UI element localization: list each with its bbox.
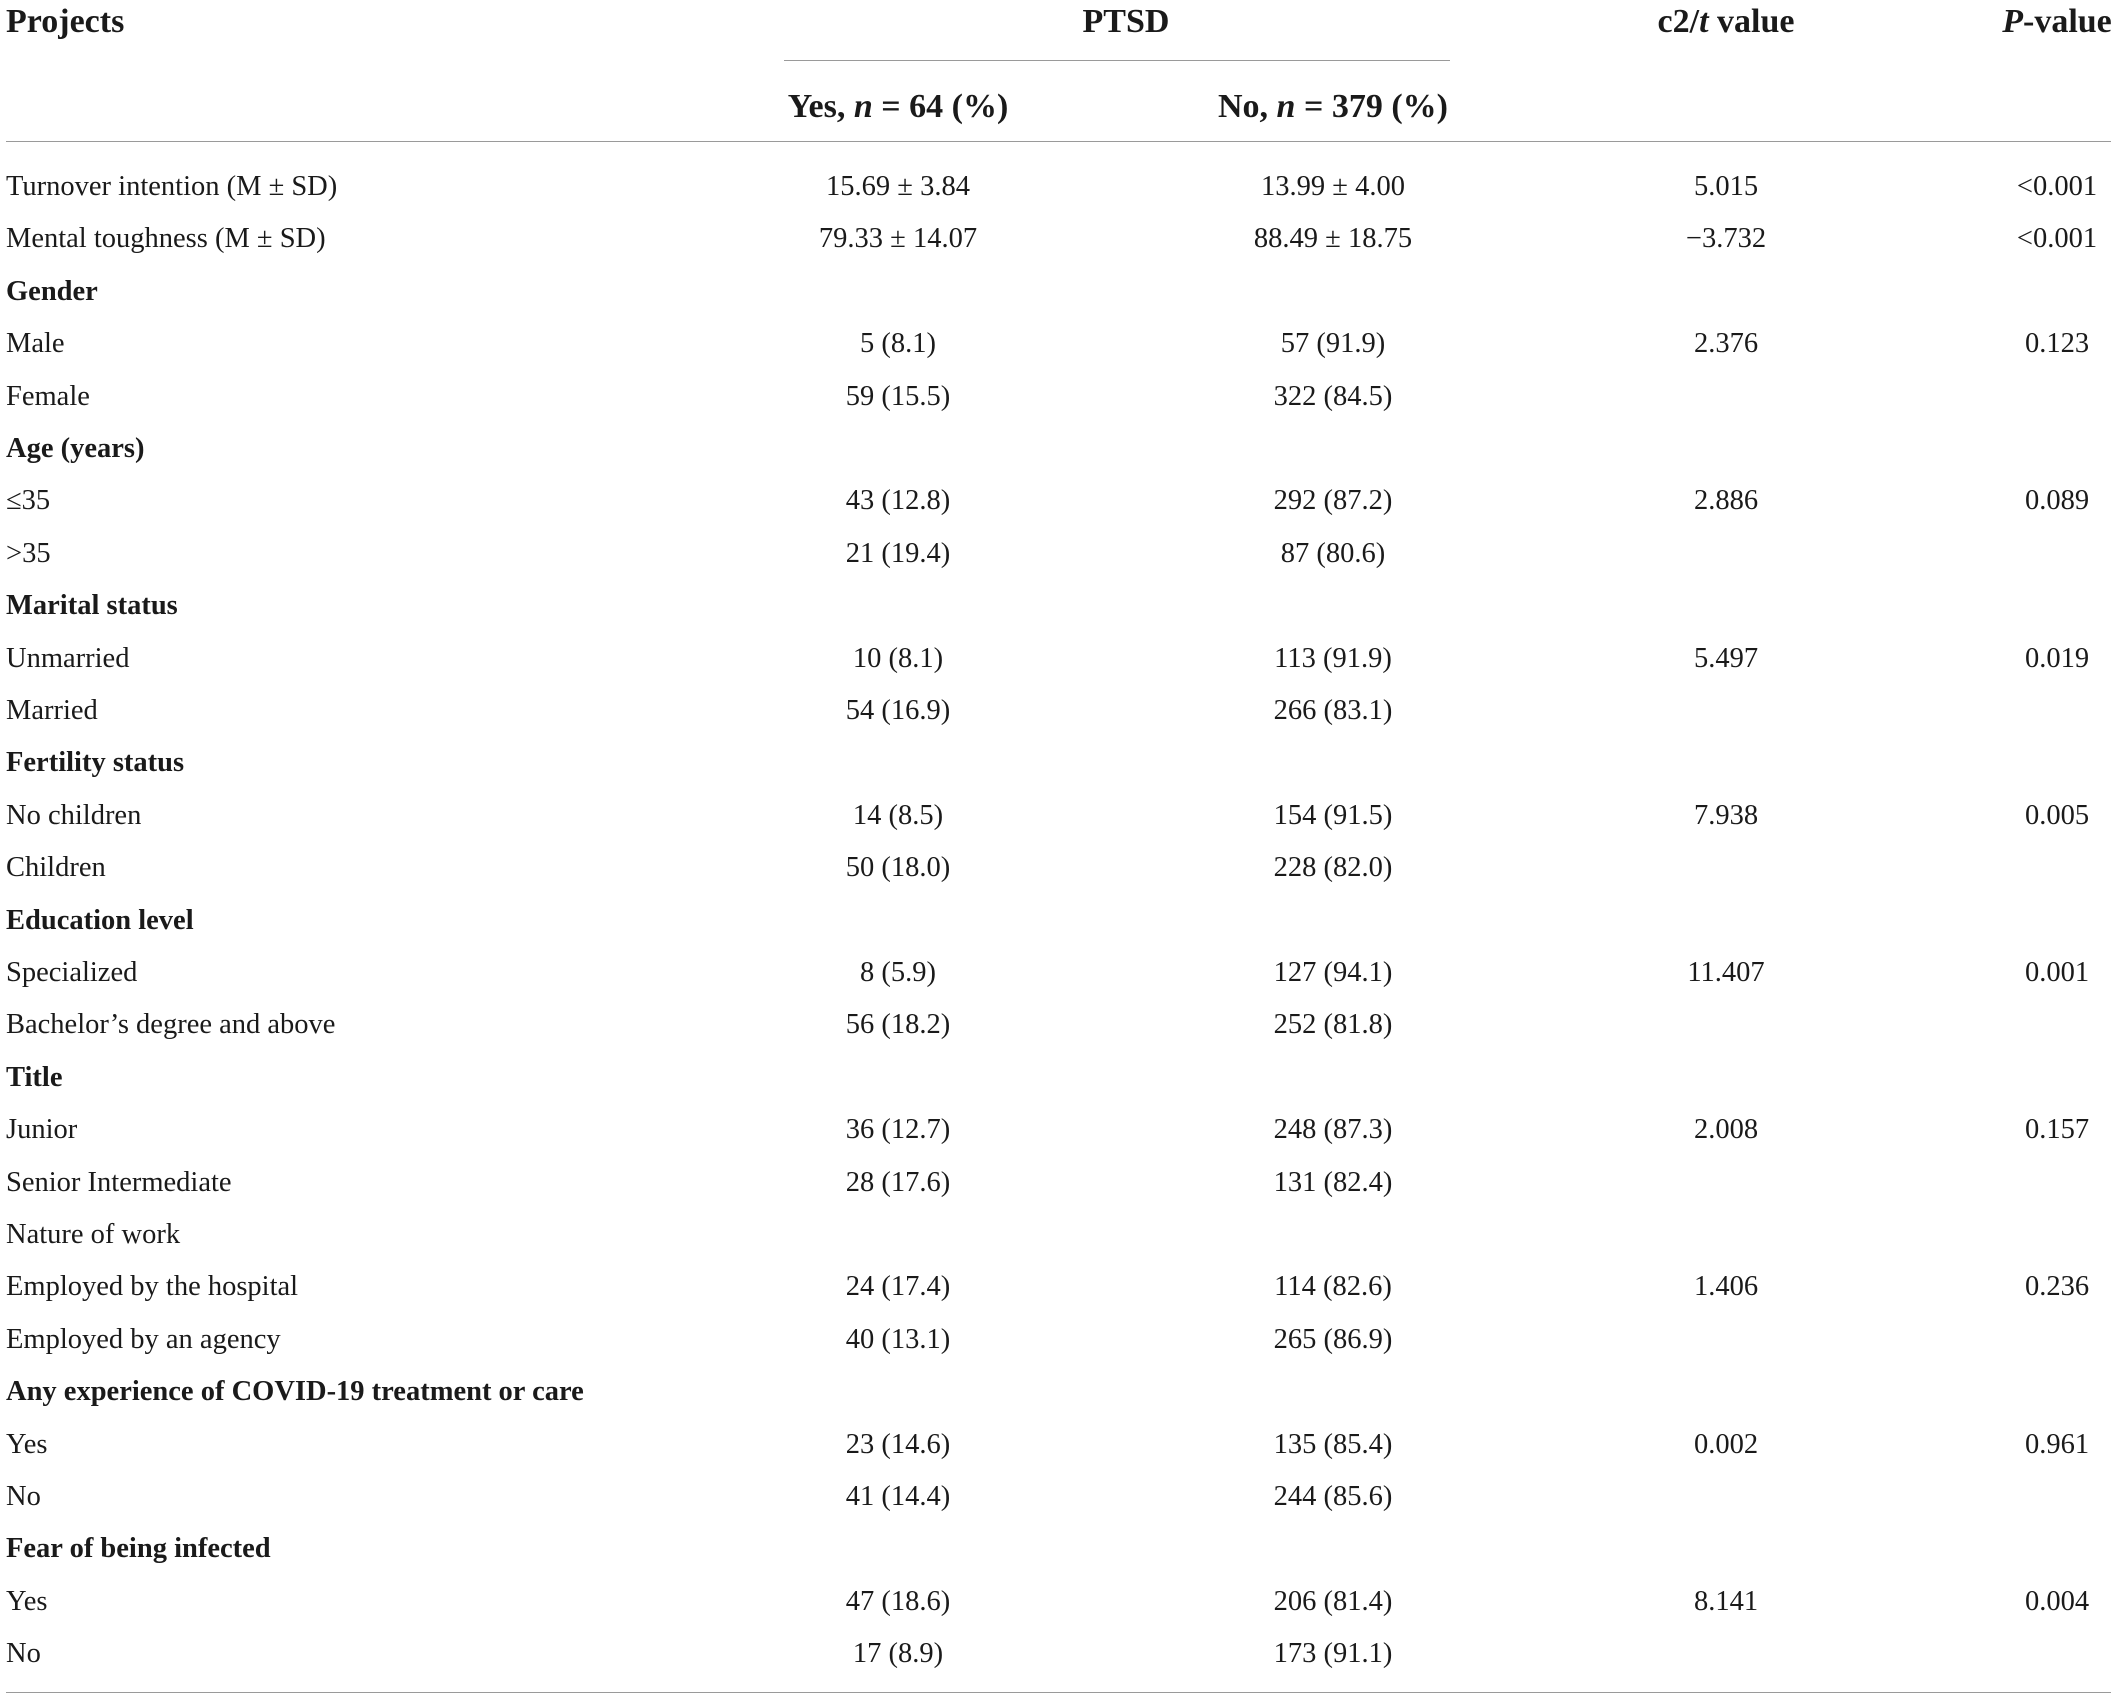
no-value: 114 (82.6) [1274,1271,1392,1303]
row-label: Female [6,380,90,412]
table-row [0,1471,2117,1523]
section-row [0,1366,2117,1418]
stat-value: 5.497 [1693,642,1759,674]
yes-value: 47 (18.6) [845,1585,951,1617]
row-label: No [6,1481,41,1512]
row-label: >35 [6,537,51,569]
yes-value: 15.69 ± 3.84 [826,171,970,202]
no-value: 131 (82.4) [1273,1166,1393,1198]
yes-value: 41 (14.4) [845,1481,951,1512]
row-label: Children [6,852,106,884]
header-stat-t: t [1699,3,1709,40]
table-row [0,371,2117,423]
p-value: 0.005 [2024,799,2090,831]
section-label: Gender [6,275,98,307]
no-value: 266 (83.1) [1273,695,1393,726]
row-label: Mental toughness (M ± SD) [6,223,326,255]
row-label: Male [6,328,65,360]
table-row [0,947,2117,999]
yes-value: 24 (17.4) [845,1271,951,1303]
no-value: 154 (91.5) [1273,799,1393,831]
header-yes-suffix: = 64 (%) [872,88,1009,125]
no-value: 292 (87.2) [1273,485,1393,517]
yes-value: 21 (19.4) [845,537,951,569]
table-row [0,1261,2117,1313]
p-value: <0.001 [2016,171,2098,202]
section-label: Title [6,1061,63,1093]
no-value: 265 (86.9) [1273,1323,1393,1355]
header-no [1218,87,1448,127]
stat-value: 2.886 [1693,485,1759,517]
table-row [0,999,2117,1051]
yes-value: 36 (12.7) [845,1114,951,1146]
table-row [0,1419,2117,1471]
table-row [0,213,2117,265]
p-value: <0.001 [2016,223,2098,255]
table-row [0,1314,2117,1366]
header-stat-prefix: c2/ [1657,3,1700,40]
header-p-value [2002,2,2112,42]
table-row [0,1628,2117,1680]
no-value: 87 (80.6) [1280,537,1386,569]
stat-value: 8.141 [1693,1585,1759,1617]
header-no-prefix: No, [1217,88,1277,125]
yes-value: 54 (16.9) [845,695,951,726]
p-value: 0.019 [2024,642,2090,674]
table-row [0,842,2117,894]
table-row [0,1157,2117,1209]
row-label: Bachelor’s degree and above [6,1009,336,1041]
table-row [0,685,2117,737]
table-row [0,790,2117,842]
p-value: 0.001 [2024,957,2090,988]
header-yes-n: n [853,88,873,125]
row-label: Yes [6,1585,48,1617]
yes-value: 5 (8.1) [860,328,936,360]
row-label: No [6,1638,41,1670]
row-label: No children [6,799,142,831]
table-row [0,475,2117,527]
section-row [0,580,2117,632]
no-value: 322 (84.5) [1273,380,1393,412]
row-label: Nature of work [6,1219,181,1250]
no-value: 252 (81.8) [1273,1009,1393,1041]
header-stat-suffix: value [1708,3,1795,40]
section-row [0,423,2117,475]
row-label: Turnover intention (M ± SD) [6,171,338,202]
no-value: 88.49 ± 18.75 [1253,223,1413,255]
header-no-suffix: = 379 (%) [1295,88,1449,125]
header-no-n: n [1276,88,1296,125]
stat-value: 2.376 [1693,328,1759,360]
yes-value: 59 (15.5) [845,380,951,412]
stat-value: 5.015 [1693,171,1759,202]
row-label: Senior Intermediate [6,1166,232,1198]
yes-value: 50 (18.0) [845,852,951,884]
section-label: Fertility status [6,747,185,779]
no-value: 113 (91.9) [1274,642,1392,674]
section-row [0,895,2117,947]
table-row [0,528,2117,580]
header-bottom-rule [6,141,2111,142]
p-value: 0.123 [2024,328,2090,360]
no-value: 57 (91.9) [1280,328,1386,360]
p-value: 0.004 [2024,1585,2090,1617]
no-value: 244 (85.6) [1273,1481,1393,1512]
yes-value: 10 (8.1) [852,642,944,674]
no-value: 228 (82.0) [1273,852,1393,884]
row-label: Unmarried [6,642,130,674]
yes-value: 23 (14.6) [845,1428,951,1460]
p-value: 0.089 [2024,485,2090,517]
section-label: Marital status [6,590,178,622]
row-label: Specialized [6,957,138,988]
header-yes-prefix: Yes, [787,88,854,125]
row-label: Employed by an agency [6,1323,281,1355]
section-label: Any experience of COVID-19 treatment or care [6,1376,584,1408]
section-row [0,737,2117,789]
section-row [0,1523,2117,1575]
table-row [0,1209,2117,1261]
header-ptsd: PTSD [1082,3,1170,40]
section-label: Fear of being infected [6,1533,271,1565]
header-p-italic: P [2002,3,2023,40]
yes-value: 79.33 ± 14.07 [818,223,978,255]
no-value: 127 (94.1) [1273,957,1393,988]
no-value: 248 (87.3) [1273,1114,1393,1146]
row-label: Junior [6,1114,78,1146]
stat-value: 11.407 [1687,957,1765,988]
table-bottom-rule [6,1692,2111,1693]
p-value: 0.157 [2024,1114,2090,1146]
row-label: Yes [6,1428,48,1460]
section-label: Age (years) [6,433,145,464]
section-row [0,1052,2117,1104]
yes-value: 17 (8.9) [852,1638,944,1670]
no-value: 13.99 ± 4.00 [1261,171,1405,202]
row-label: ≤35 [6,485,51,517]
stat-value: −3.732 [1685,223,1767,255]
header-stat [1658,2,1795,42]
yes-value: 56 (18.2) [845,1009,951,1041]
yes-value: 28 (17.6) [845,1166,951,1198]
no-value: 135 (85.4) [1273,1428,1393,1460]
yes-value: 8 (5.9) [860,957,936,988]
section-label: Education level [6,904,194,936]
yes-value: 43 (12.8) [845,485,951,517]
ptsd-span-rule [784,60,1450,61]
p-value: 0.961 [2024,1428,2090,1460]
header-yes [788,87,1009,127]
stat-value: 7.938 [1693,799,1759,831]
no-value: 206 (81.4) [1273,1585,1393,1617]
table-row [0,1576,2117,1628]
table-row [0,1104,2117,1156]
header-projects: Projects [6,3,125,40]
stat-value: 1.406 [1693,1271,1759,1303]
yes-value: 14 (8.5) [852,799,944,831]
section-row [0,266,2117,318]
header-p-suffix: -value [2023,3,2112,40]
row-label: Married [6,695,98,726]
no-value: 173 (91.1) [1273,1638,1393,1670]
table-row [0,318,2117,370]
table-row [0,161,2117,213]
row-label: Employed by the hospital [6,1271,299,1303]
stat-value: 0.002 [1693,1428,1759,1460]
yes-value: 40 (13.1) [845,1323,951,1355]
p-value: 0.236 [2024,1271,2090,1303]
table-row [0,633,2117,685]
stat-value: 2.008 [1693,1114,1759,1146]
